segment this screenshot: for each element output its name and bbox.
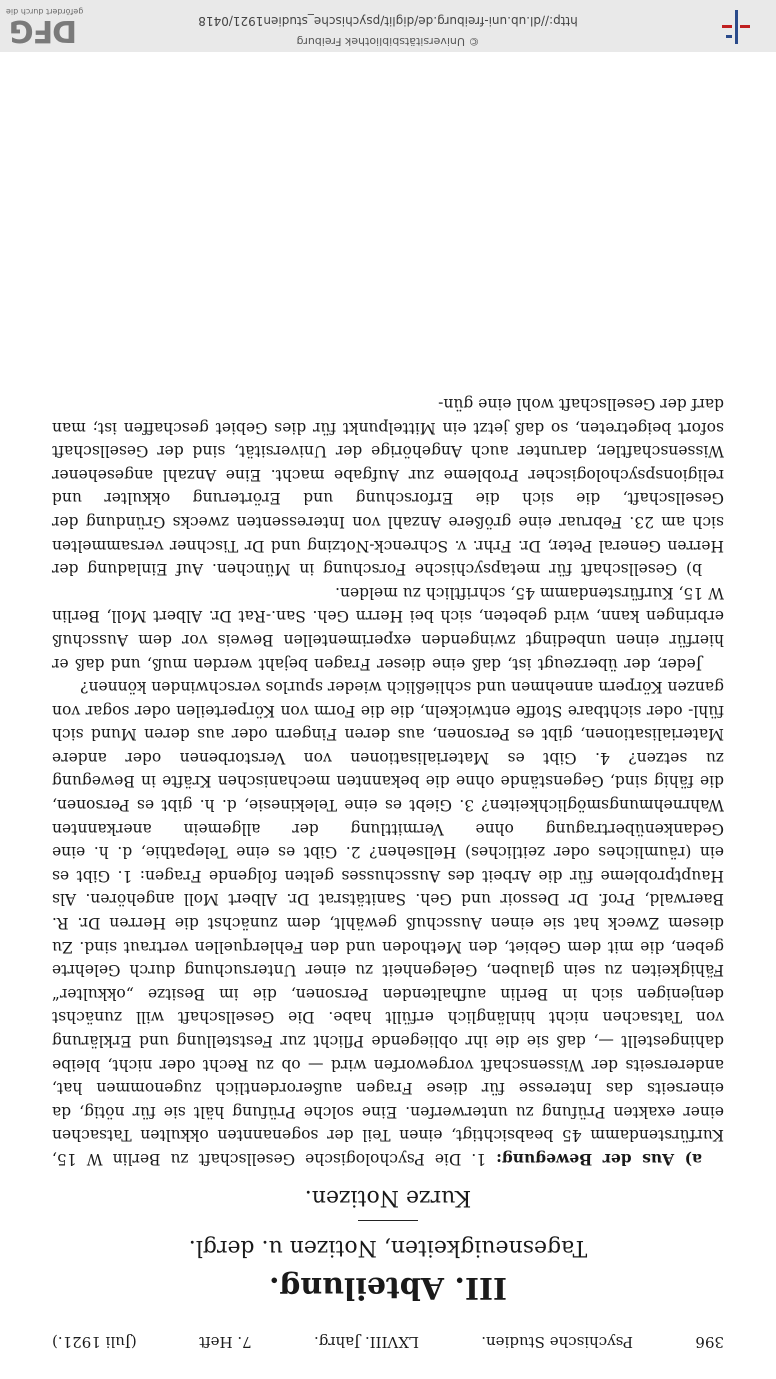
paragraph-text: 1. Die Psychologische Gesellschaft zu Berlin W 15, Kurfürstendamm 45 beabsichtigt, einen Teil der sogenannten okkulten Tatsachen einer exakten Prüfung zu unterwerfen. Eine solche Prüfung hält sie für nötig, da einerseits das Interesse für diese Fragen außerordentlich zugenommen hat, andererseits der Wissenschaft vorgeworfen wird — ob zu Recht oder nicht, bleibe dahingestellt —, daß sie die ihr obliegende Pflicht zur Feststellung und Erklärung von Tatsachen nicht hinlänglich erfüllt habe. Die Gesellschaft will zunächst denjenigen sich in Berlin aufhaltenden Personen, die im Besitze „okkulter“ Fähigkeiten zu sein glauben, Gelegenheit zu einer Untersuchung durch Gelehrte geben, die mit dem Gebiet, den Methoden und den Fehlerquellen vertraut sind. Zu diesem Zweck hat sie einen Ausschuß gewählt, dem zunächst die Herren Dr. R. Baerwald, Prof. Dr Dessoir und Geh. Sanitätsrat Dr. Albert Moll angehören. Als Hauptprobleme für die Arbeit des Ausschusses gelten folgende Fragen: 1. Gibt es ein (räumliches oder zeitliches) Hellsehen? 2. Gibt es eine Telepathie, d. h. eine Gedankenübertragung ohne Vermittlung der allgemein anerkannten Wahrnehmungsmöglichkeiten? 3. Giebt es eine Telekinesie, d. h. gibt es Personen, die fähig sind, Gegenstände ohne die bekannten mechanischen Kräfte in Bewegung zu setzen? 4. Gibt es Materialisationen von Verstorbenen oder andere Materialisationen, gibt es Personen, aus deren Fingern oder aus deren Mund sich fühl- oder sichtbare Stoffe entwickeln, die die Form von Körperteilen oder sogar von ganzen Körpern annehmen und schließlich wieder spurlos verschwinden können?	[52, 678, 724, 1168]
paragraph-call: Jeder, der überzeugt ist, daß eine dieser Fragen bejaht werden muß, und daß er hierfür einen unbedingt zwingenden experimentellen Beweis vor dem Ausschuß erbringen kann, wird gebeten, sich bei Herrn Geh. San.-Rat Dr. Albert Moll, Berlin W 15, Kurfürstendamm 45, schriftlich zu melden.	[52, 583, 724, 673]
volume: LXVIII. Jahrg.	[313, 1333, 419, 1351]
section-heading: Kurze Notizen.	[304, 1185, 472, 1210]
dfg-logo: DFG	[10, 13, 78, 48]
section-subtitle: Tagesneuigkeiten, Notizen u. dergl.	[188, 1235, 588, 1260]
copyright-notice: © Universitätsbibliothek Freiburg	[296, 35, 480, 48]
paragraph-lead: a) Aus der Bewegung:	[496, 1150, 702, 1169]
paragraph-a	[52, 675, 724, 1171]
page-number: 396	[695, 1333, 724, 1351]
issue-date: (Juli 1921.)	[52, 1333, 137, 1351]
digitization-banner	[0, 0, 776, 52]
running-header	[52, 1333, 724, 1351]
issue: 7. Heft	[199, 1333, 252, 1351]
divider	[358, 1220, 418, 1221]
dfg-logo-caption: gefördert durch die	[6, 7, 84, 16]
paragraph-b: b) Gesellschaft für metapsychische Forschung in München. Auf Einladung der Herren General Peter, Dr. Frhr. v. Schrenck-Notzing und Dr Tischner versammelten sich am 23. Februar eine größere Anzahl von Interessenten zwecks Gründung der Gesellschaft, die sich die Erforschung und Erörterung okkulter und religionspsychologischer Probleme zur Aufgabe macht. Eine Anzahl angesehener Wissenschaftler, darunter auch Angehörige der Universität, sind der Gesellschaft sofort beigetreten, so daß jetzt ein Mittelpunkt für dies Gebiet geschaffen ist; man darf der Gesellschaft wohl eine gün-	[52, 395, 724, 579]
page-content	[52, 70, 724, 1359]
section-title: III. Abteilung.	[268, 1270, 508, 1305]
journal-name: Psychische Studien.	[481, 1333, 634, 1351]
source-url[interactable]: http://dl.ub.uni-freiburg.de/diglit/psychische_studien1921/0418	[198, 14, 578, 28]
